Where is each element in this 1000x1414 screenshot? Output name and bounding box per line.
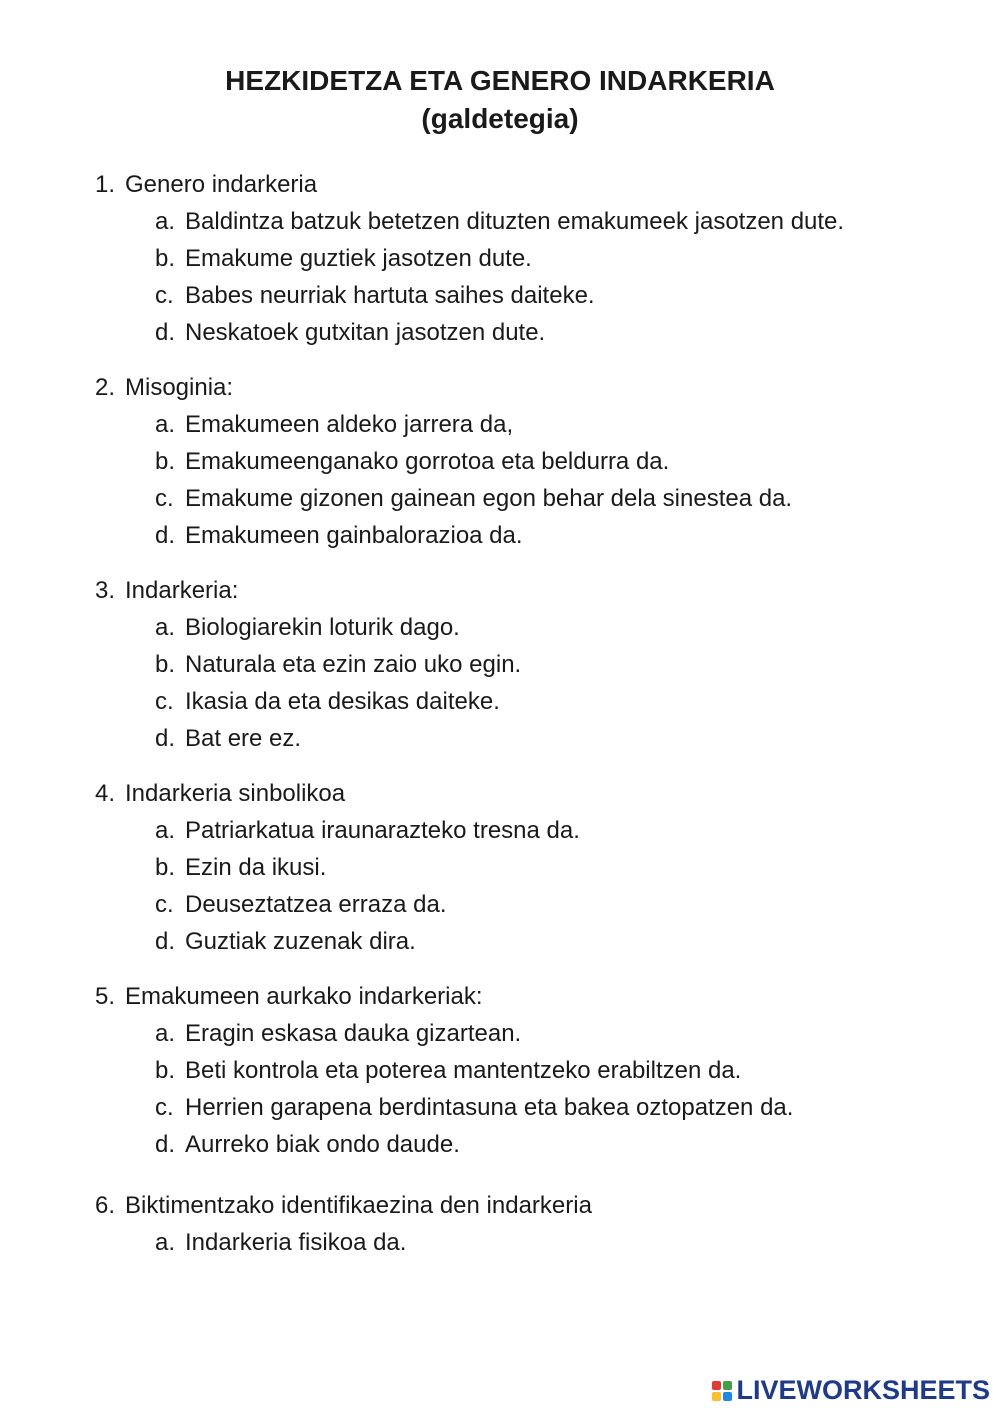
option-text: Emakume guztiek jasotzen dute. (185, 245, 532, 272)
option-letter: d. (155, 522, 176, 549)
option-text: Neskatoek gutxitan jasotzen dute. (185, 319, 546, 346)
title-line-2: (galdetegia) (421, 103, 579, 134)
question-4 (95, 775, 905, 960)
question-6 (95, 1187, 905, 1261)
option-3c[interactable] (155, 683, 905, 720)
option-text: Baldintza batzuk betetzen dituzten emakumeek jasotzen dute. (185, 208, 845, 235)
option-letter: c. (155, 891, 174, 918)
logo-square-green (723, 1381, 732, 1390)
question-1 (95, 166, 905, 351)
option-text: Naturala eta ezin zaio uko egin. (185, 651, 522, 678)
option-text: Ikasia da eta desikas daiteke. (185, 688, 500, 715)
option-text: Ezin da ikusi. (185, 854, 327, 881)
option-2a[interactable] (155, 406, 905, 443)
option-letter: d. (155, 319, 176, 346)
option-letter: a. (155, 614, 176, 641)
option-6a[interactable] (155, 1224, 905, 1261)
option-letter: b. (155, 854, 176, 881)
option-text: Emakumeenganako gorrotoa eta beldurra da. (185, 448, 670, 475)
option-text: Babes neurriak hartuta saihes daiteke. (185, 282, 595, 309)
option-1d[interactable] (155, 314, 905, 351)
option-list (95, 609, 905, 757)
option-list (95, 203, 905, 351)
question-text: Indarkeria sinbolikoa (125, 780, 346, 807)
question-number: 5. (95, 983, 116, 1010)
option-letter: c. (155, 1094, 174, 1121)
option-4c[interactable] (155, 886, 905, 923)
option-list (95, 1015, 905, 1163)
option-letter: d. (155, 725, 176, 752)
option-2d[interactable] (155, 517, 905, 554)
liveworksheets-logo-icon (712, 1381, 732, 1401)
worksheet-title (0, 62, 1000, 138)
option-text: Emakumeen aldeko jarrera da, (185, 411, 514, 438)
question-2 (95, 369, 905, 554)
option-letter: c. (155, 485, 174, 512)
question-3 (95, 572, 905, 757)
option-letter: b. (155, 651, 176, 678)
option-text: Emakume gizonen gainean egon behar dela sinestea da. (185, 485, 793, 512)
option-list (95, 812, 905, 960)
question-number: 3. (95, 577, 116, 604)
question-text: Emakumeen aurkako indarkeriak: (125, 983, 483, 1010)
option-letter: c. (155, 688, 174, 715)
option-letter: a. (155, 1020, 176, 1047)
option-5a[interactable] (155, 1015, 905, 1052)
option-letter: b. (155, 448, 176, 475)
logo-square-yellow (712, 1392, 721, 1401)
option-text: Deuseztatzea erraza da. (185, 891, 447, 918)
option-text: Guztiak zuzenak dira. (185, 928, 416, 955)
question-number: 6. (95, 1192, 116, 1219)
option-text: Beti kontrola eta poterea mantentzeko erabiltzen da. (185, 1057, 742, 1084)
question-text: Indarkeria: (125, 577, 239, 604)
option-text: Indarkeria fisikoa da. (185, 1229, 407, 1256)
option-letter: b. (155, 1057, 176, 1084)
option-letter: d. (155, 928, 176, 955)
option-1b[interactable] (155, 240, 905, 277)
option-text: Biologiarekin loturik dago. (185, 614, 460, 641)
logo-square-red (712, 1381, 721, 1390)
question-list (95, 166, 905, 1279)
option-5d[interactable] (155, 1126, 905, 1163)
option-3a[interactable] (155, 609, 905, 646)
option-1a[interactable] (155, 203, 905, 240)
question-text: Biktimentzako identifikaezina den indarkeria (125, 1192, 592, 1219)
question-number: 2. (95, 374, 116, 401)
option-text: Emakumeen gainbalorazioa da. (185, 522, 523, 549)
option-letter: a. (155, 411, 176, 438)
option-4b[interactable] (155, 849, 905, 886)
option-4a[interactable] (155, 812, 905, 849)
logo-square-blue (723, 1392, 732, 1401)
option-5b[interactable] (155, 1052, 905, 1089)
option-list (95, 1224, 905, 1261)
liveworksheets-watermark (712, 1375, 990, 1406)
option-text: Aurreko biak ondo daude. (185, 1131, 460, 1158)
question-text: Genero indarkeria (125, 171, 318, 198)
option-1c[interactable] (155, 277, 905, 314)
watermark-text: LIVEWORKSHEETS (736, 1375, 990, 1405)
option-3d[interactable] (155, 720, 905, 757)
option-5c[interactable] (155, 1089, 905, 1126)
option-2c[interactable] (155, 480, 905, 517)
question-5 (95, 978, 905, 1163)
option-text: Eragin eskasa dauka gizartean. (185, 1020, 522, 1047)
option-letter: c. (155, 282, 174, 309)
question-number: 1. (95, 171, 116, 198)
title-line-1: HEZKIDETZA ETA GENERO INDARKERIA (225, 65, 775, 96)
option-letter: b. (155, 245, 176, 272)
option-text: Bat ere ez. (185, 725, 302, 752)
option-letter: a. (155, 208, 176, 235)
option-text: Patriarkatua iraunarazteko tresna da. (185, 817, 580, 844)
option-letter: a. (155, 817, 176, 844)
question-number: 4. (95, 780, 116, 807)
option-4d[interactable] (155, 923, 905, 960)
option-letter: a. (155, 1229, 176, 1256)
option-letter: d. (155, 1131, 176, 1158)
option-text: Herrien garapena berdintasuna eta bakea oztopatzen da. (185, 1094, 794, 1121)
option-2b[interactable] (155, 443, 905, 480)
option-3b[interactable] (155, 646, 905, 683)
option-list (95, 406, 905, 554)
question-text: Misoginia: (125, 374, 234, 401)
